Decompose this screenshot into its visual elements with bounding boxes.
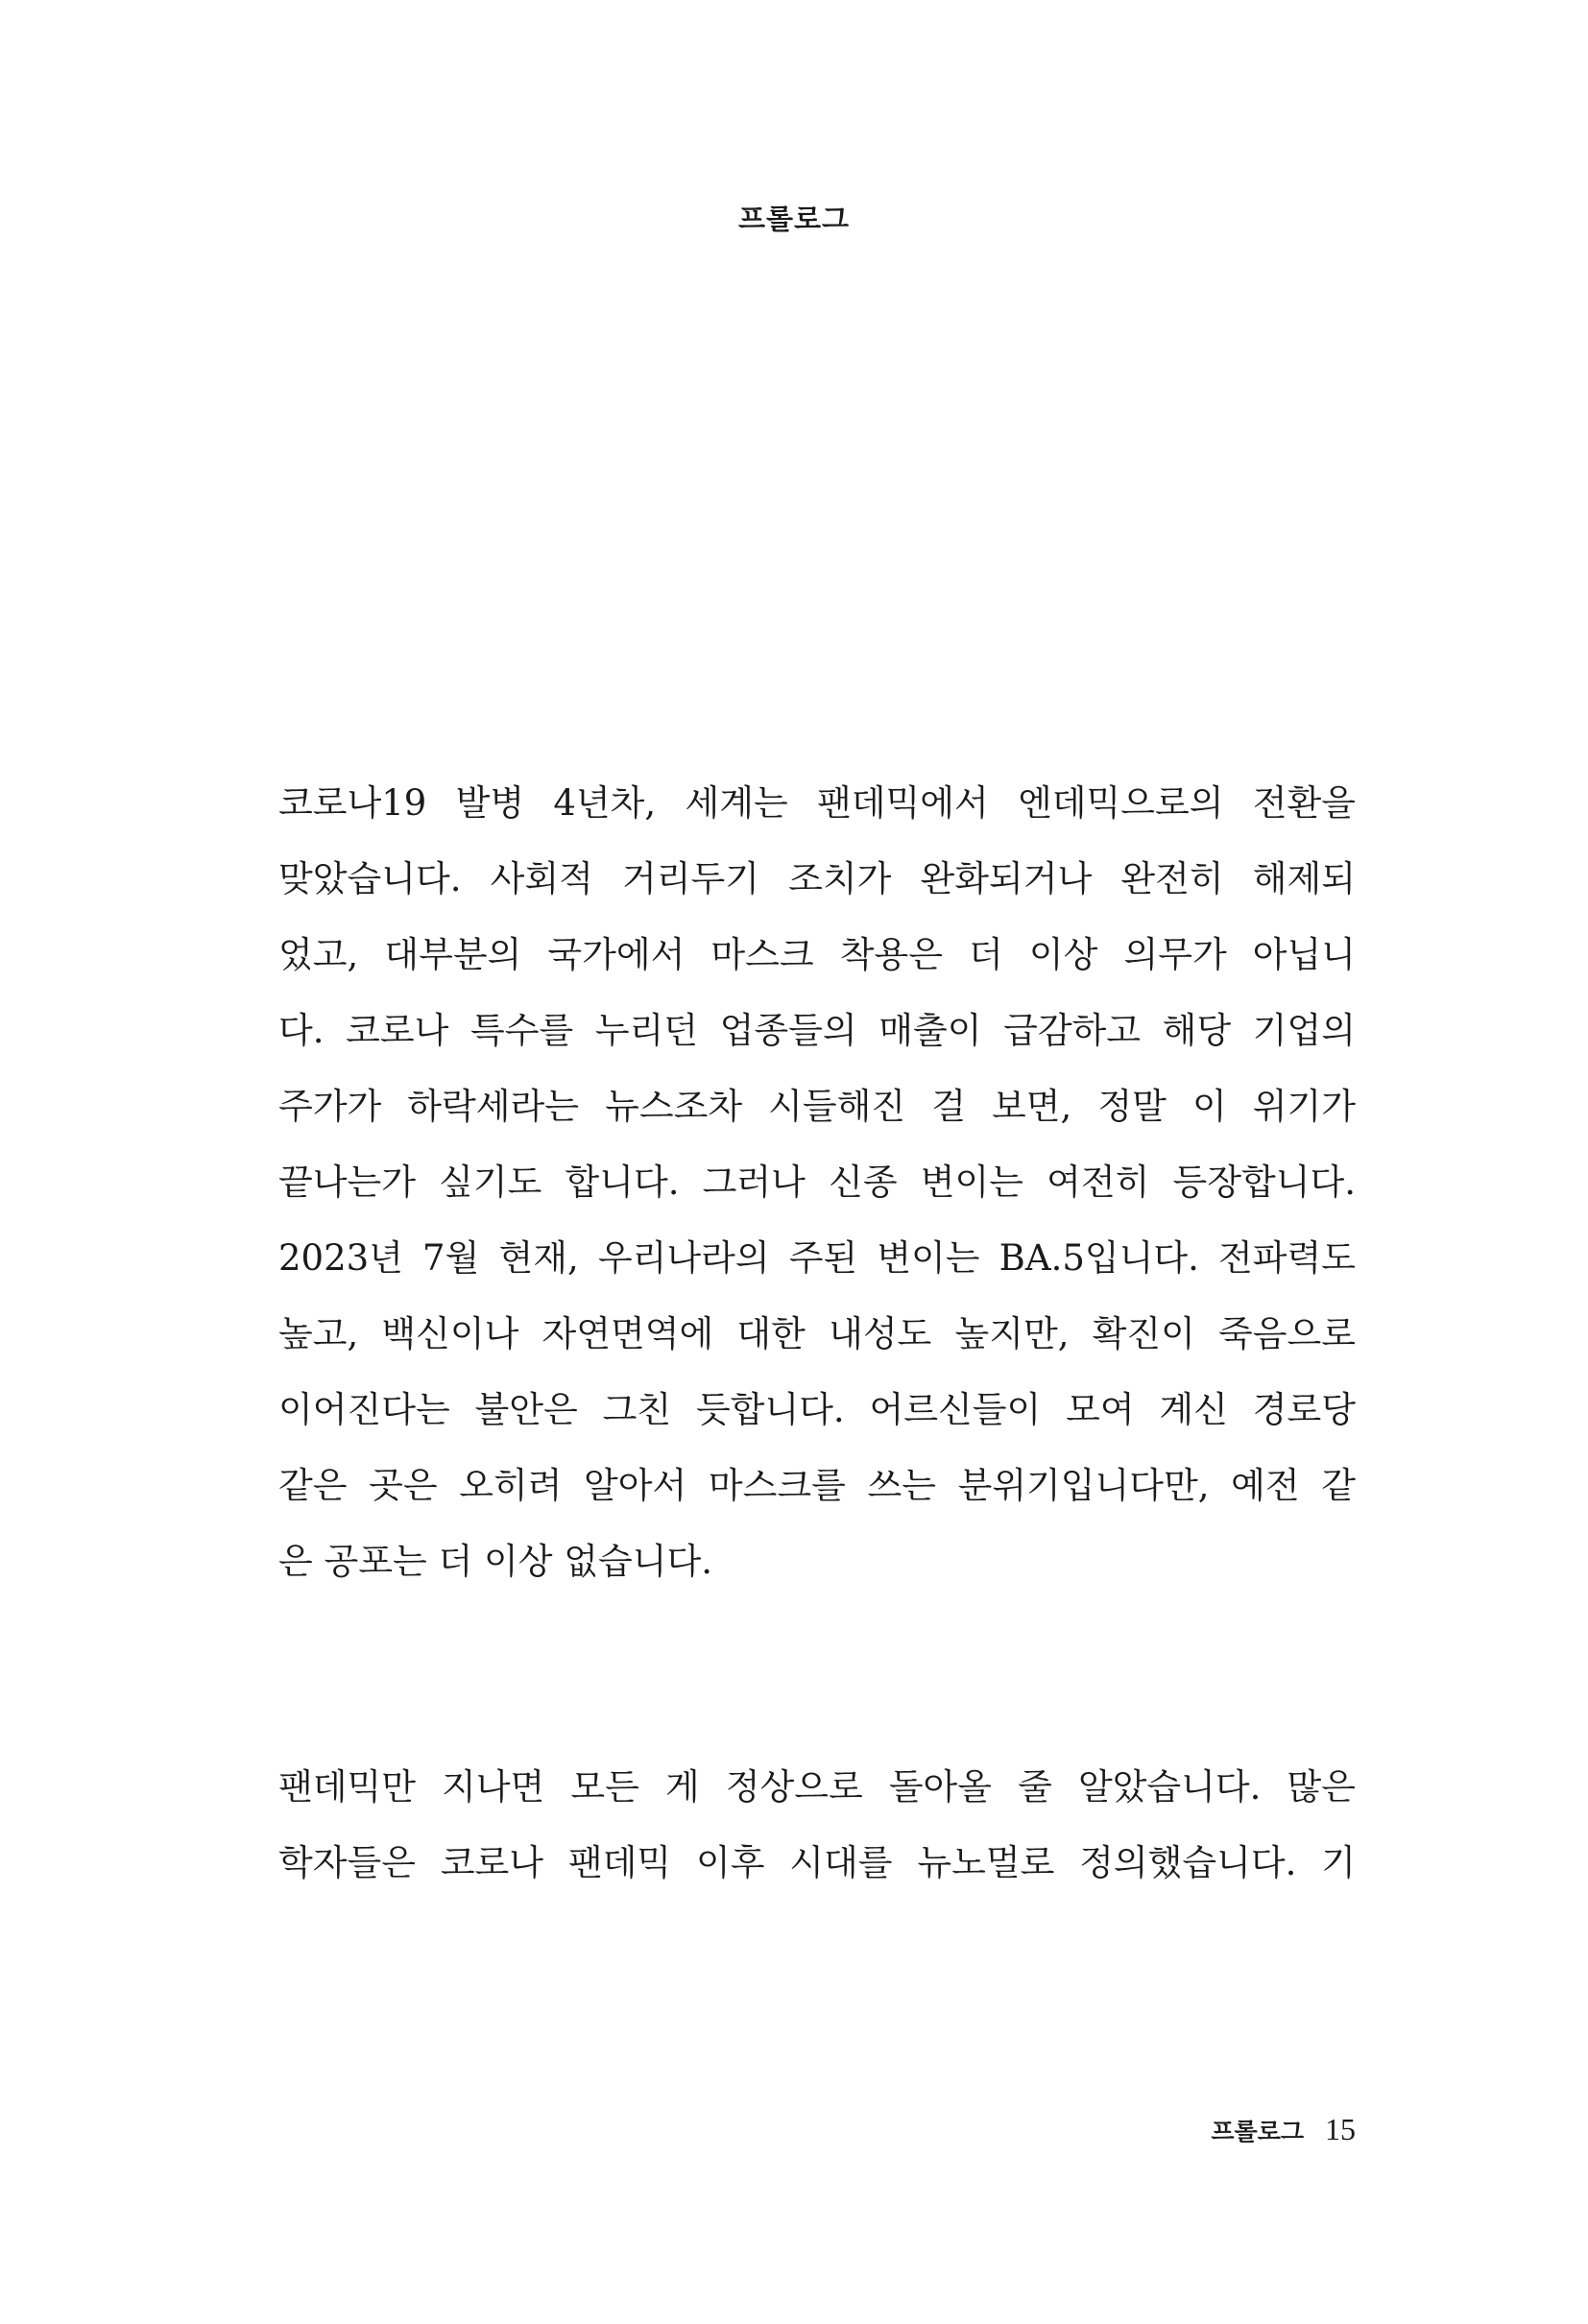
text-line: 코로나19 발병 4년차, 세계는 팬데믹에서 엔데믹으로의 전환을 xyxy=(278,782,1356,824)
text-line: 학자들은 코로나 팬데믹 이후 시대를 뉴노멀로 정의했습니다. 기 xyxy=(278,1842,1356,1883)
page-footer xyxy=(1211,2112,1356,2147)
text-line: 높고, 백신이나 자연면역에 대한 내성도 높지만, 확진이 죽음으로 xyxy=(278,1313,1356,1354)
body-paragraph xyxy=(278,765,1356,1599)
page-number: 15 xyxy=(1325,2112,1356,2146)
text-line: 맞았습니다. 사회적 거리두기 조치가 완화되거나 완전히 해제되 xyxy=(278,858,1356,899)
body-paragraph xyxy=(278,1749,1356,1901)
text-line: 다. 코로나 특수를 누리던 업종들의 매출이 급감하고 해당 기업의 xyxy=(278,1010,1356,1051)
text-line: 팬데믹만 지나면 모든 게 정상으로 돌아올 줄 알았습니다. 많은 xyxy=(278,1766,1356,1808)
running-footer-title: 프롤로그 xyxy=(1211,2118,1304,2145)
text-line: 주가가 하락세라는 뉴스조차 시들해진 걸 보면, 정말 이 위기가 xyxy=(278,1086,1356,1127)
text-line: 2023년 7월 현재, 우리나라의 주된 변이는 BA.5입니다. 전파력도 xyxy=(278,1237,1356,1279)
page-title: 프롤로그 xyxy=(737,203,851,235)
text-line: 같은 곳은 오히려 알아서 마스크를 쓰는 분위기입니다만, 예전 같 xyxy=(278,1465,1356,1506)
text-line: 었고, 대부분의 국가에서 마스크 착용은 더 이상 의무가 아닙니 xyxy=(278,934,1356,975)
text-line: 은 공포는 더 이상 없습니다. xyxy=(278,1541,712,1582)
text-line: 이어진다는 불안은 그친 듯합니다. 어르신들이 모여 계신 경로당 xyxy=(278,1389,1356,1430)
text-line: 끝나는가 싶기도 합니다. 그러나 신종 변이는 여전히 등장합니다. xyxy=(278,1162,1356,1203)
